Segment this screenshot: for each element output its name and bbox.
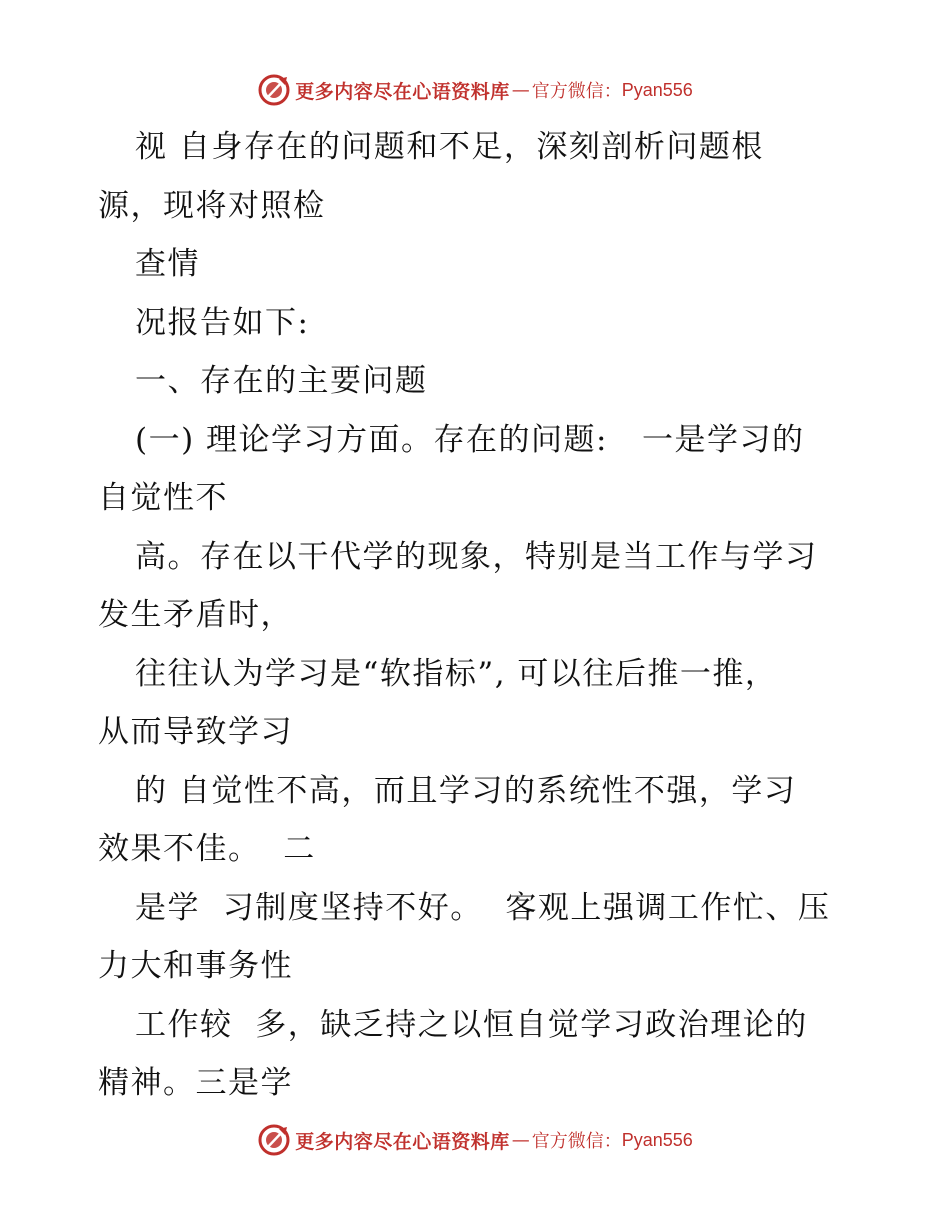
logo-icon [257, 1123, 291, 1157]
text-line: 视 自身存在的问题和不足，深刻剖析问题根 [135, 129, 764, 165]
wechat-label: 官方微信： [531, 1131, 622, 1152]
text-line: 况报告如下: [135, 304, 310, 341]
text-line: 的 自觉性不高，而且学习的系统性不强，学习 [135, 772, 797, 809]
text-line: 发生矛盾时， [98, 597, 293, 633]
text-line: 工作较 多，缺乏持之以恒自觉学习政治理论的 [135, 1006, 808, 1043]
document-body [98, 118, 898, 1113]
logo-icon [257, 73, 291, 107]
header-banner [0, 70, 950, 110]
text-line: 从而导致学习 [98, 714, 293, 750]
footer-banner [0, 1120, 950, 1160]
wechat-id: Pyan556 [621, 1129, 693, 1150]
wechat-id: Pyan556 [621, 79, 693, 100]
section-heading: 一、存在的主要问题 [135, 363, 428, 399]
text-line: 往往认为学习是“软指标”, 可以往后推一推， [135, 655, 778, 692]
text-line: 力大和事务性 [98, 948, 293, 984]
banner-dash: — [511, 1129, 530, 1151]
text-line: 高。存在以干代学的现象，特别是当工作与学习 [135, 538, 818, 575]
text-line: 源，现将对照检 [98, 187, 326, 224]
text-line: 自觉性不 [98, 480, 228, 516]
text-line: 查情 [135, 246, 200, 282]
banner-dash: — [511, 79, 530, 101]
wechat-label: 官方微信： [531, 81, 622, 102]
banner-title: 更多内容尽在心语资料库 [295, 80, 510, 103]
text-line: 是学 习制度坚持不好。 客观上强调工作忙、压 [135, 889, 831, 926]
text-line: 精神。三是学 [98, 1065, 293, 1101]
text-line: (一) 理论学习方面。存在的问题: 一是学习的 [135, 421, 805, 458]
banner-title: 更多内容尽在心语资料库 [295, 1130, 510, 1153]
text-line: 效果不佳。 二 [98, 831, 316, 867]
